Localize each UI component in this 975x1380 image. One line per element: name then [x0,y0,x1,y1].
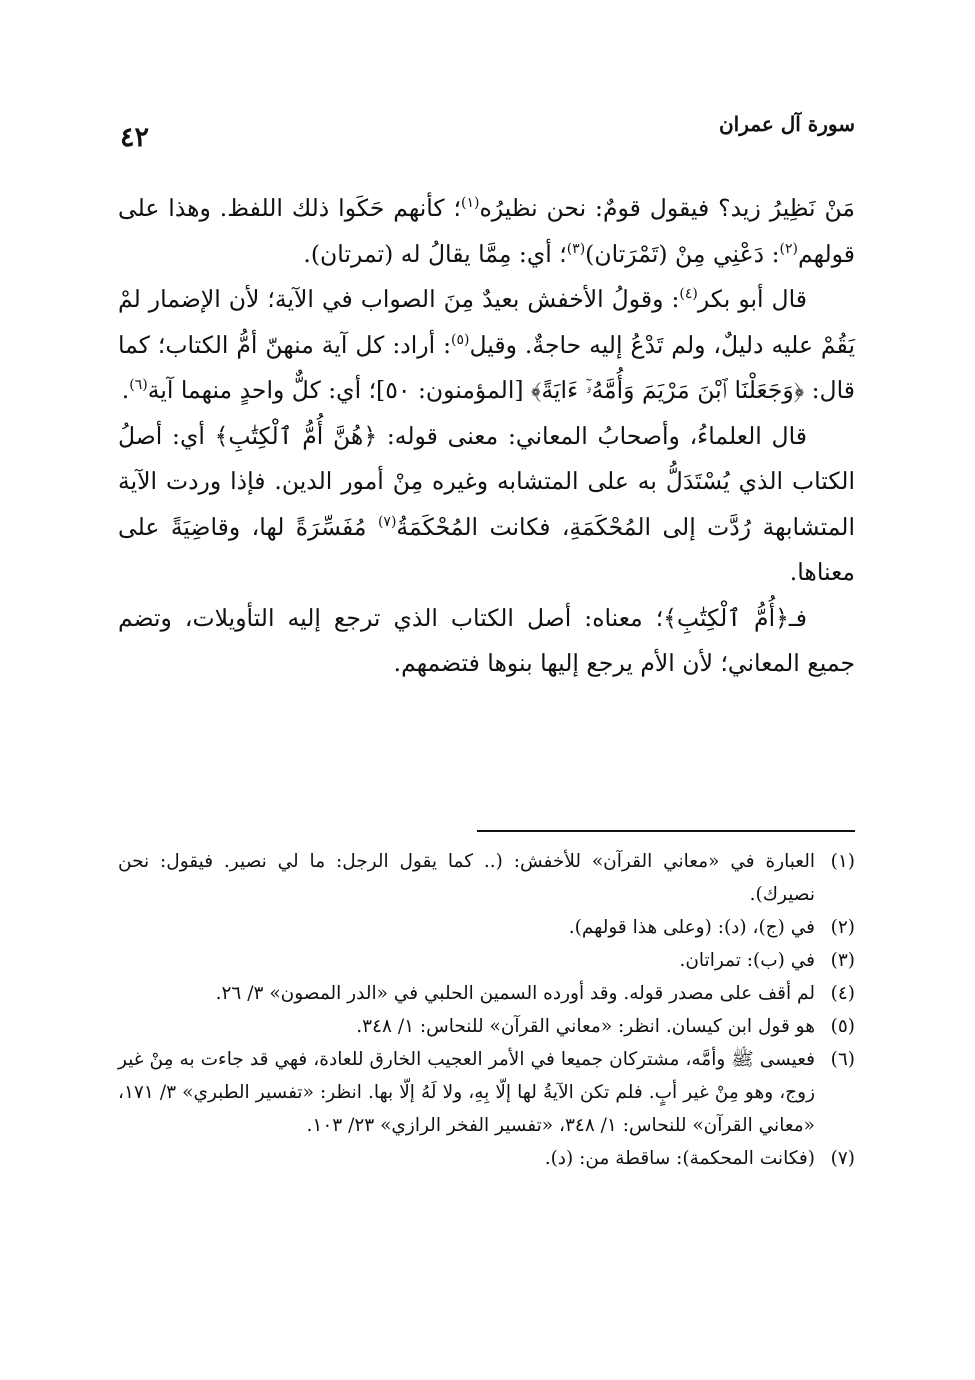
footnote-number: (٦) [830,1049,855,1070]
text-segment: قال أبو بكر [697,285,807,313]
paragraph-3 [118,414,855,596]
footnote-ref-7: (٧) [377,513,397,530]
footnote-number: (٢) [830,917,855,938]
footnote-number: (٧) [830,1148,855,1169]
text-segment: ؛ أي: مِمَّا يقالُ له (تمرتان). [303,239,567,268]
footnote-3 [118,944,855,977]
footnote-text: لم أقف على مصدر قوله. وقد أورده السمين الحلبي في «الدر المصون» ٣/ ٢٦. [215,983,815,1004]
page-number: ٤٢ [120,122,150,153]
footnote-text: في (ج)، (د): (وعلى هذا قولهم). [568,917,815,938]
footnote-number: (٤) [830,983,855,1004]
footnote-number: (٥) [830,1016,855,1037]
text-segment: مَنْ نَظِيرُ زيد؟ فيقول قومٌ: نحن نظيرُه [479,194,855,222]
footnote-separator [477,830,855,832]
text-segment: . [121,376,130,404]
footnote-ref-2: (٢) [779,240,798,257]
text-segment: : أراد: كل آية منهنّ أمُّ الكتاب؛ كما قال: ﴿وَجَعَلْنَا ٱبْنَ مَرْيَمَ وَأُمَّهُۥٓ ءَايَةً﴾ [المؤمنون: ٥٠]؛ أي: كلٌّ واحدٍ منهما آية [118,330,855,404]
footnote-ref-6: (٦) [129,377,148,394]
text-segment: قال العلماءُ، وأصحابُ المعاني: معنى قوله: ﴿هُنَّ أُمُّ ٱلْكِتَٰبِ﴾ أي: أصلُ الكتاب الذي يُسْتَدَلُّ به على المتشابه وغيره مِنْ أمور الدين. فإذا وردت الآية المتشابهة رُدَّت إلى المُحْكَمَةِ، فكانت المُحْكَمَةُ [118,421,855,541]
footnote-ref-5: (٥) [450,331,470,348]
footnote-text: فعيسى ﷺ وأمَّه، مشتركان جميعا في الأمر العجيب الخارق للعادة، فهي قد جاءت به مِنْ غير زوج، وهو مِنْ غير أبٍ. فلم تكن الآيةُ لها إلّا بِهِ، ولا لَهُ إلّا بها. انظر: «تفسير الطبري» ٣/ ١٧١، «معاني القرآن» للنحاس: ١/ ٣٤٨، «تفسير الفخر الرازي» ٢٣/ ١٠٣. [118,1049,815,1136]
text-segment: : دَعْنِي مِنْ (تَمْرَتان) [585,239,780,268]
footnote-text: العبارة في «معاني القرآن» للأخفش: (.. كما يقول الرجل: ما لي نصير. فيقول: نحن نصيرك). [118,851,815,905]
footnote-text: في (ب): تمراتان. [679,950,815,971]
paragraph-1 [118,186,855,277]
footnote-2 [118,911,855,944]
footnote-text: هو قول ابن كيسان. انظر: «معاني القرآن» للنحاس: ١/ ٣٤٨. [356,1016,815,1037]
text-segment: مُفَسِّرَةً لها، وقاضِيَةً على معناها. [118,512,855,586]
footnote-ref-4: (٤) [679,286,698,303]
footnote-1 [118,845,855,911]
surah-title: سورة آل عمران [718,112,855,136]
footnote-6 [118,1043,855,1142]
paragraph-2 [118,277,855,414]
footnote-number: (٣) [830,950,855,971]
footnote-ref-3: (٣) [566,240,586,257]
footnotes-list [118,845,855,1175]
text-segment: : وقولُ الأخفش بعيدٌ مِنَ الصواب في الآية؛ لأن الإضمار لمْ يَقُمْ عليه دليلٌ، ولم تَدْعُ إليه حاجةٌ. وقيل [118,285,855,359]
main-text [118,186,855,687]
text-segment: ؛ كأنهم حَكَوا ذلك اللفظ. وهذا على قولهم [118,194,855,268]
footnote-7 [118,1142,855,1175]
footnote-text: (فكانت المحكمة): ساقطة من: (د). [544,1148,815,1169]
footnote-4 [118,977,855,1010]
paragraph-4: فـ﴿أُمُّ ٱلْكِتَٰبِ﴾؛ معناه: أصل الكتاب الذي ترجع إليه التأويلات، وتضم جميع المعاني؛ لأن الأم يرجع إليها بنوها فتضمهم. [118,603,855,677]
footnote-ref-1: (١) [460,195,480,212]
page-header [120,112,855,152]
footnote-5 [118,1010,855,1043]
footnote-number: (١) [830,851,855,872]
